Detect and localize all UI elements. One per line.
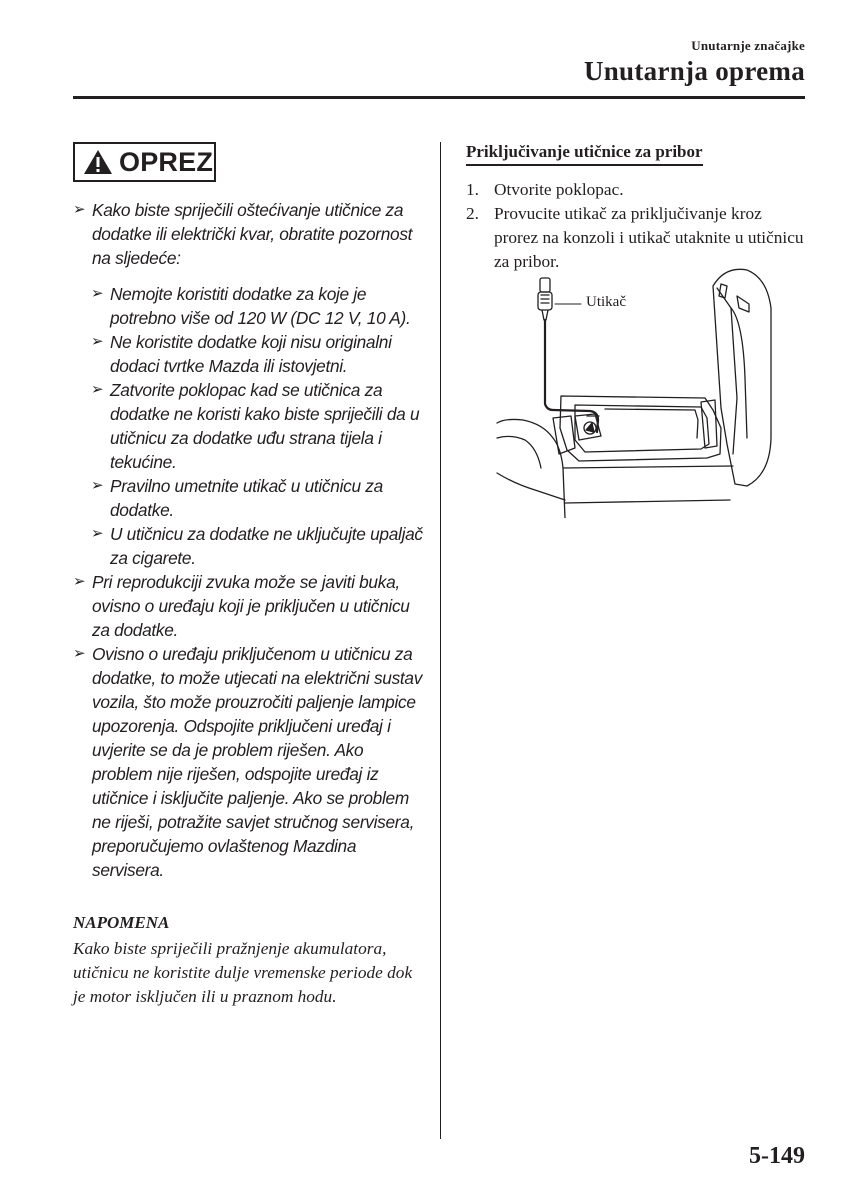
warning-subitem (91, 330, 423, 378)
page-number: 5-149 (749, 1143, 805, 1169)
warning-subitem-text: U utičnicu za dodatke ne uključujte upaljač za cigarete. (110, 524, 423, 568)
warning-heading-box (73, 142, 216, 182)
warning-item-text: Ovisno o uređaju priključenom u utičnicu za dodatke, to može utjecati na električni sustav vozila, što može prouzročiti paljenje lampice upozorenja. Odspojite priključeni uređaj i uvjerite se da je problem riješen. Ako problem nije riješen, odspojite uređaj iz utičnice i isključite paljenje. Ako se problem ne riješi, potražite savjet stručnog servisera, preporučujemo ovlaštenog Mazdina servisera. (92, 644, 423, 880)
section-header: Unutarnje značajke (691, 38, 805, 53)
console-socket-illustration (495, 268, 775, 518)
arrow-bullet-icon: ➢ (91, 285, 104, 302)
warning-item (73, 642, 423, 882)
arrow-bullet-icon: ➢ (73, 645, 86, 662)
warning-label: OPREZ (119, 146, 214, 177)
plug-cable (545, 320, 598, 432)
plug-callout-label: Utikač (586, 294, 626, 310)
warning-subitem-text: Pravilno umetnite utikač u utičnicu za dodatke. (110, 476, 383, 520)
warning-subitem-text: Nemojte koristiti dodatke za koje je potrebno više od 120 W (DC 12 V, 10 A). (110, 284, 411, 328)
arrow-bullet-icon: ➢ (73, 201, 86, 218)
column-divider (440, 142, 441, 1139)
step-text: Provucite utikač za priključivanje kroz prorez na konzoli i utikač utaknite u utičnicu za pribor. (494, 204, 804, 271)
warning-subitem (91, 282, 423, 330)
arrow-bullet-icon: ➢ (91, 333, 104, 350)
warning-subitem (91, 474, 423, 522)
arrow-bullet-icon: ➢ (91, 525, 104, 542)
step-item (466, 178, 806, 202)
page-title: Unutarnja oprema (583, 56, 805, 86)
connect-section (466, 142, 806, 274)
warning-item (73, 198, 423, 270)
warning-subitem-text: Zatvorite poklopac kad se utičnica za dodatke ne koristi kako biste spriječili da u utičnicu za dodatke uđu strana tijela i tekućine. (110, 380, 420, 472)
header-rule (73, 96, 805, 99)
step-number: 1. (466, 180, 479, 199)
plug-icon (538, 278, 552, 320)
steps-list (466, 178, 806, 274)
warning-triangle-icon (83, 149, 113, 175)
warning-subitem (91, 522, 423, 570)
warning-subitem (91, 378, 423, 474)
warning-item-text: Kako biste spriječili oštećivanje utičnice za dodatke ili električki kvar, obratite pozornost na sljedeće: (92, 200, 413, 268)
connect-heading: Priključivanje utičnice za pribor (466, 142, 703, 166)
warning-item-text: Pri reprodukciji zvuka može se javiti buka, ovisno o uređaju koji je priključen u utičnicu za dodatke. (92, 572, 410, 640)
warning-subitem-text: Ne koristite dodatke koji nisu originalni dodaci tvrtke Mazda ili istovjetni. (110, 332, 392, 376)
arrow-bullet-icon: ➢ (73, 573, 86, 590)
step-item (466, 202, 806, 274)
step-text: Otvorite poklopac. (494, 180, 624, 199)
arrow-bullet-icon: ➢ (91, 477, 104, 494)
arrow-bullet-icon: ➢ (91, 381, 104, 398)
note-text: Kako biste spriječili pražnjenje akumulatora, utičnicu ne koristite dulje vremenske periode dok je motor isključen ili u praznom hodu. (73, 939, 413, 1006)
step-number: 2. (466, 204, 479, 223)
warning-content (73, 198, 423, 882)
warning-item (73, 570, 423, 642)
note-heading: NAPOMENA (73, 913, 170, 932)
